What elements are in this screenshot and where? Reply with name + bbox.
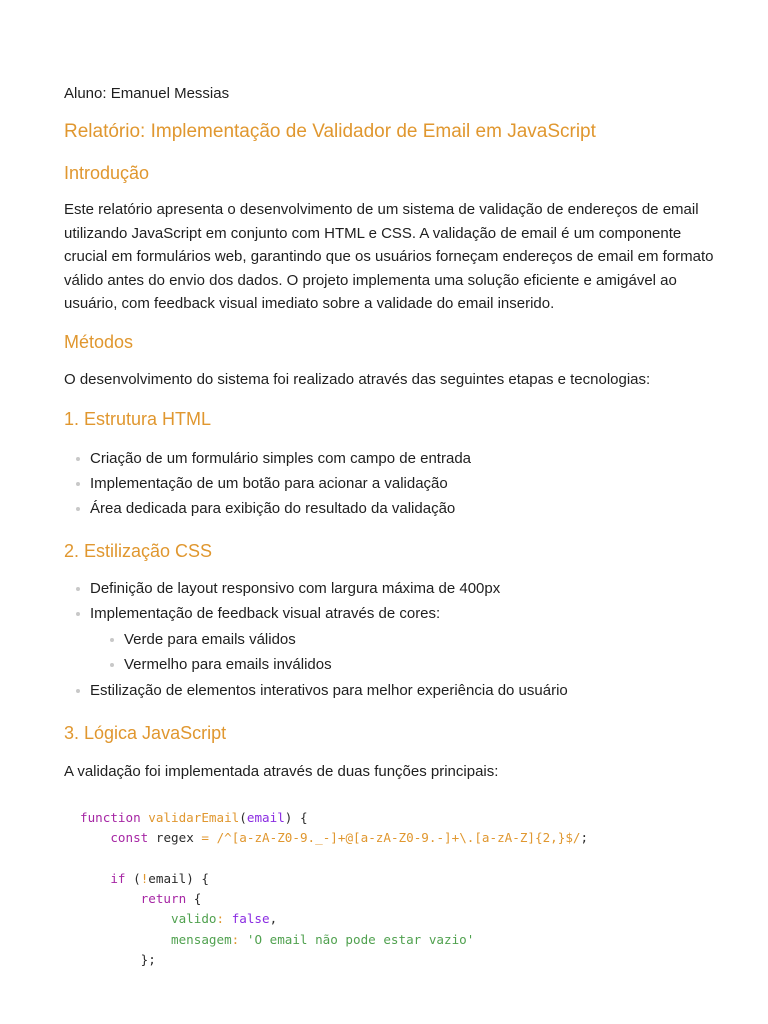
student-name: Aluno: Emanuel Messias (64, 85, 230, 102)
intro-paragraph: Este relatório apresenta o desenvolvimento de um sistema de validação de endereços de email utilizando JavaScript em conjunto com HTML e CSS. A validação de email é um componente crucial em formulários web, garantindo que os usuários forneçam endereços de email em formato válido antes do envio dos dados. O projeto implementa uma solução eficiente e amigável ao usuário, com feedback visual imediato sobre a validade do email inserido. (64, 201, 714, 312)
intro-heading: Introdução (64, 163, 150, 183)
code-token: const (110, 830, 149, 846)
list-item: Implementação de feedback visual através de cores: (64, 601, 500, 626)
report-title: Relatório: Implementação de Validador de Email em JavaScript (64, 121, 596, 142)
css-section-list (64, 576, 500, 626)
code-token: validarEmail (148, 810, 240, 825)
js-section-heading: 3. Lógica JavaScript (64, 723, 227, 743)
code-token: 'O email não pode estar vazio' (246, 931, 475, 947)
code-token: regex (155, 830, 194, 846)
list-item: Área dedicada para exibição do resultado da validação (64, 496, 471, 521)
css-section-heading: 2. Estilização CSS (64, 541, 213, 561)
html-section-heading: 1. Estrutura HTML (64, 409, 212, 429)
code-token: email (246, 810, 285, 825)
methods-heading: Métodos (64, 332, 134, 352)
list-item: Implementação de um botão para acionar a validação (64, 471, 471, 496)
js-paragraph: A validação foi implementada através de duas funções principais: (64, 763, 499, 780)
css-section-list-end (64, 678, 568, 703)
code-token: mensagem (171, 931, 232, 947)
code-token: return (140, 891, 187, 907)
list-item: Criação de um formulário simples com campo de entrada (64, 446, 471, 471)
list-item: Vermelho para emails inválidos (98, 652, 332, 677)
code-block: function validarEmail(email) { const regex = /^[a-zA-Z0-9._-]+@[a-zA-Z0-9.-]+\.[a-zA-Z]{2,}$/; if (!email) { return { valido: false, mensagem: 'O email não pode estar vazio' }; (80, 810, 589, 968)
code-token: if (110, 870, 126, 886)
methods-paragraph: O desenvolvimento do sistema foi realizado através das seguintes etapas e tecnologias: (64, 371, 651, 388)
code-token: /^[a-zA-Z0-9._-]+@[a-zA-Z0-9.-]+\.[a-zA-Z]{2,}$/ (216, 830, 581, 846)
code-token: function (80, 810, 141, 825)
code-token: false (231, 911, 270, 927)
list-item: Definição de layout responsivo com largura máxima de 400px (64, 576, 500, 601)
html-section-list (64, 446, 471, 521)
list-item: Estilização de elementos interativos para melhor experiência do usuário (64, 678, 568, 703)
css-section-sublist (98, 627, 332, 677)
list-item: Verde para emails válidos (98, 627, 332, 652)
code-token: valido (171, 911, 217, 927)
code-token: email (148, 870, 187, 886)
